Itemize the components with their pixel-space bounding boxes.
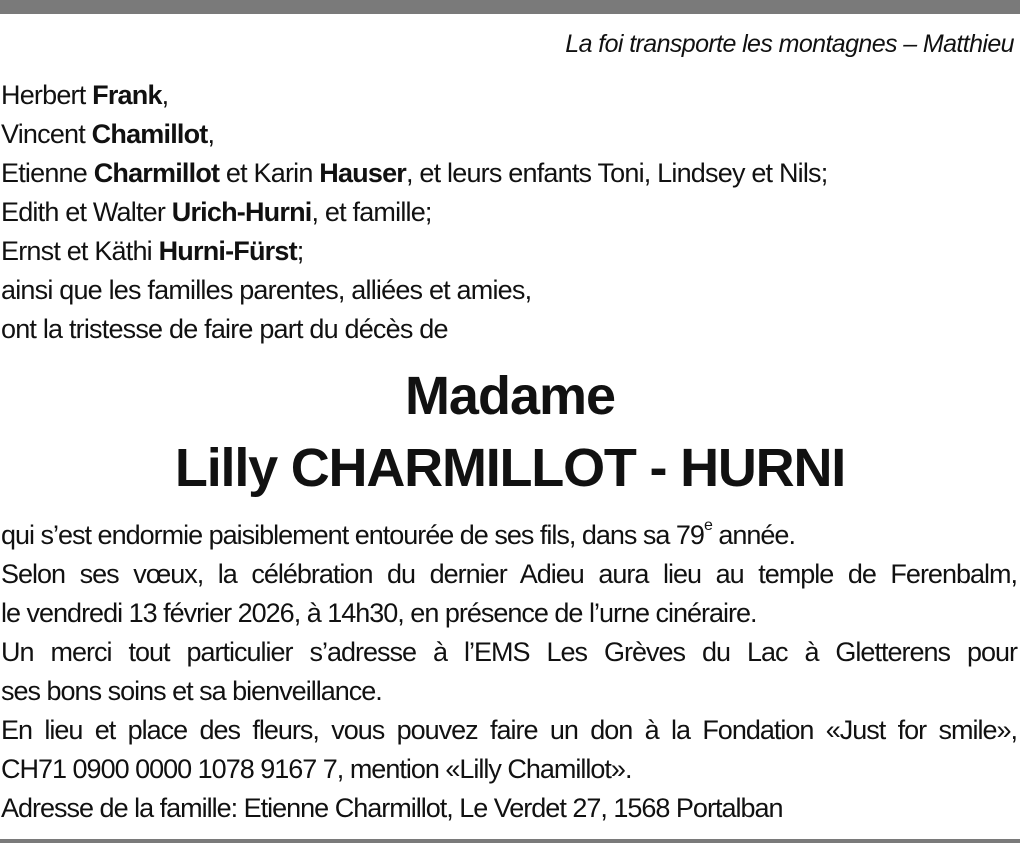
body-line: Selon ses vœux, la célébration du dernier Adieu aura lieu au temple de Ferenbalm, [1, 559, 1017, 589]
body-line: Adresse de la famille: Etienne Charmillot, Le Verdet 27, 1568 Portalban [1, 793, 783, 823]
family-text: ont la tristesse de faire part du décès de [1, 314, 448, 344]
epigraph-quote: La foi transporte les montagnes – Matthieu [565, 30, 1014, 58]
family-text: ; [296, 236, 304, 266]
family-line [1, 193, 1017, 232]
deceased-name: Lilly CHARMILLOT - HURNI [174, 438, 846, 498]
family-text: , [207, 119, 215, 149]
age-line [1, 516, 1017, 555]
family-text: et Karin [219, 158, 320, 188]
family-line [1, 310, 1017, 349]
family-surname: Hauser [319, 158, 407, 188]
body-line: ses bons soins et sa bienveillance. [1, 676, 382, 706]
family-surname: Chamillot [91, 119, 208, 149]
family-line [1, 271, 1017, 310]
body-line: Un merci tout particulier s’adresse à l’EMS Les Grèves du Lac à Gletterens pour [1, 637, 1017, 667]
age-line-text: qui s’est endormie paisiblement entourée de ses fils, dans sa 79 [1, 520, 704, 550]
deceased-title: Madame [404, 366, 616, 426]
family-text: , et leurs enfants Toni, Lindsey et Nils; [406, 158, 828, 188]
family-text: ainsi que les familles parentes, alliées et amies, [1, 275, 532, 305]
family-line [1, 154, 1017, 193]
family-text: Vincent [1, 119, 92, 149]
family-line [1, 76, 1017, 115]
family-surname: Frank [92, 80, 162, 110]
family-text: Etienne [1, 158, 94, 188]
age-superscript: e [703, 517, 712, 534]
family-surname: Charmillot [93, 158, 220, 188]
family-text: , [161, 80, 169, 110]
age-line-end: année. [711, 520, 795, 550]
family-line [1, 115, 1017, 154]
family-list [1, 76, 1017, 349]
top-rule [0, 0, 1020, 14]
notice-body [1, 516, 1017, 828]
family-text: Edith et Walter [1, 197, 172, 227]
deceased-block [0, 360, 1020, 504]
family-line [1, 232, 1017, 271]
family-text: , et famille; [311, 197, 432, 227]
body-line: En lieu et place des fleurs, vous pouvez faire un don à la Fondation «Just for smile», [1, 715, 1017, 745]
family-text: Ernst et Käthi [1, 236, 159, 266]
body-line: CH71 0900 0000 1078 9167 7, mention «Lilly Chamillot». [1, 754, 632, 784]
body-line: le vendredi 13 février 2026, à 14h30, en présence de l’urne cinéraire. [1, 598, 757, 628]
family-surname: Hurni-Fürst [158, 236, 297, 266]
bottom-rule [0, 839, 1020, 843]
family-surname: Urich-Hurni [171, 197, 312, 227]
family-text: Herbert [1, 80, 93, 110]
